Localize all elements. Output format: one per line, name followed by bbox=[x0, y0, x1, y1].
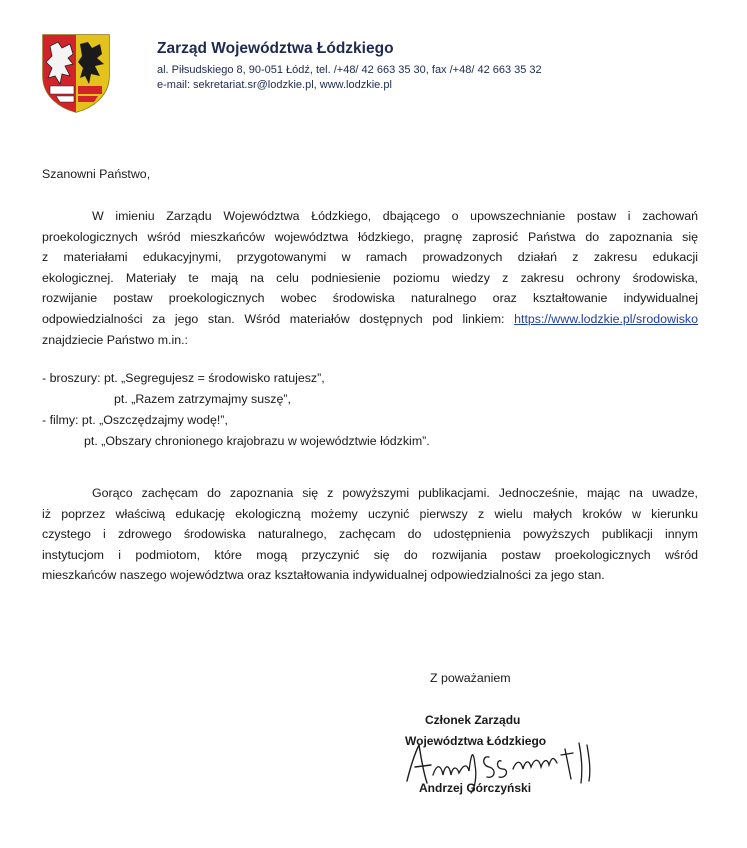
paragraph-2 bbox=[42, 483, 698, 586]
greeting: Szanowni Państwo, bbox=[42, 167, 151, 181]
organization-name: Zarząd Województwa Łódzkiego bbox=[157, 40, 394, 57]
organization-contact: e-mail: sekretariat.sr@lodzkie.pl, www.lodzkie.pl bbox=[157, 79, 392, 91]
paragraph-line: czystego i zdrowego środowiska naturalnego, zachęcam do udostępnienia powyższych publikacji innym bbox=[42, 527, 698, 542]
list-item: - filmy: pt. „Oszczędzajmy wodę!”, bbox=[42, 413, 228, 427]
organization-address: al. Piłsudskiego 8, 90-051 Łódź, tel. /+48/ 42 663 35 30, fax /+48/ 42 663 35 32 bbox=[157, 64, 542, 76]
paragraph-line-with-link bbox=[42, 309, 698, 330]
paragraph-line: ekologicznej. Materiały te mają na celu podniesienie poziomu wiedzy z zakresu ochrony środowiska, bbox=[42, 270, 698, 285]
paragraph-line: W imieniu Zarządu Województwa Łódzkiego, dbającego o upowszechnianie postaw i zachowań bbox=[92, 209, 698, 223]
list-item: - broszury: pt. „Segregujesz = środowisko ratujesz”, bbox=[42, 371, 325, 385]
signatory-org: Województwa Łódzkiego bbox=[405, 734, 547, 748]
paragraph-line-text: odpowiedzialności za jego stan. Wśród materiałów dostępnych pod linkiem: bbox=[42, 311, 505, 326]
paragraph-line: mieszkańców naszego województwa oraz kształtowania indywidualnej odpowiedzialności za jego stan. bbox=[42, 568, 605, 583]
environment-link[interactable]: https://www.lodzkie.pl/srodowisko bbox=[514, 311, 698, 326]
list-item: pt. „Razem zatrzymajmy suszę”, bbox=[114, 392, 291, 406]
closing: Z poważaniem bbox=[430, 671, 511, 685]
signatory-name: Andrzej Górczyński bbox=[419, 781, 532, 795]
signatory-role: Członek Zarządu bbox=[425, 713, 521, 727]
paragraph-line: instytucjom i podmiotom, które mogą przyczynić się do rozwijania postaw proekologicznych wśród bbox=[42, 547, 698, 562]
paragraph-line: z materiałami edukacyjnymi, przygotowanymi w ramach prowadzonych działań z zakresu edukacji bbox=[42, 250, 698, 265]
paragraph-line: iż poprzez właściwą edukację ekologiczną możemy uczynić pierwszy z wielu małych kroków w kierunku bbox=[42, 506, 698, 521]
paragraph-line: Gorąco zachęcam do zapoznania się z powyższymi publikacjami. Jednocześnie, mając na uwadze, bbox=[92, 486, 698, 500]
paragraph-line: znajdziecie Państwo m.in.: bbox=[42, 332, 189, 347]
paragraph-1 bbox=[42, 206, 698, 350]
coat-of-arms-icon bbox=[40, 32, 112, 114]
list-item: pt. „Obszary chronionego krajobrazu w województwie łódzkim”. bbox=[84, 434, 430, 448]
paragraph-line: rozwijanie postaw proekologicznych wobec środowiska naturalnego oraz kształtowanie indywidualnej bbox=[42, 291, 698, 306]
paragraph-line: proekologicznych wśród mieszkańców województwa łódzkiego, pragnę zaprosić Państwa do zapoznania się bbox=[42, 229, 698, 244]
